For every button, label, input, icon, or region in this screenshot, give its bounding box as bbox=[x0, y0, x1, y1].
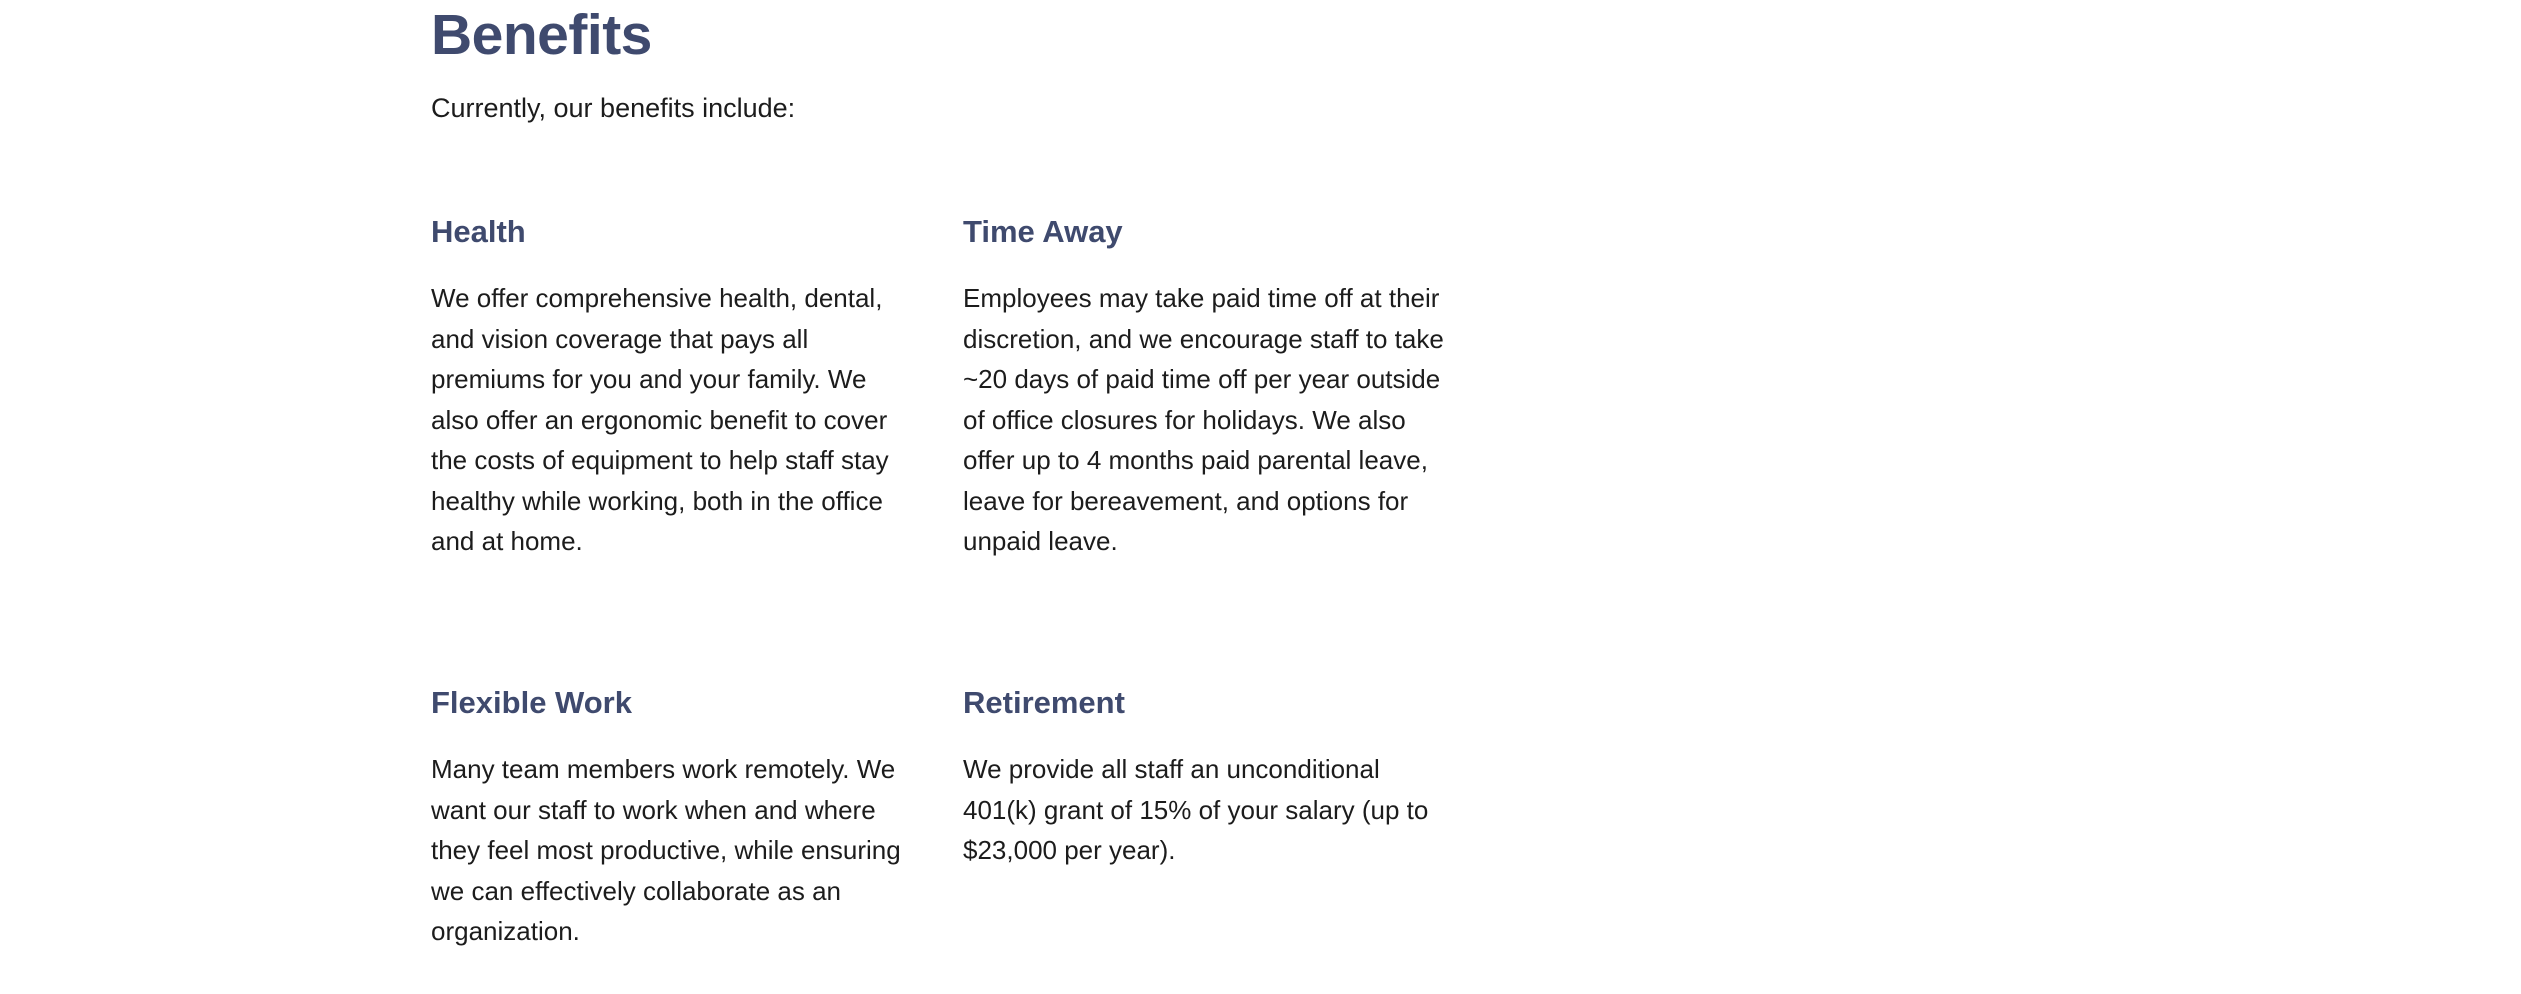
benefit-description: Many team members work remotely. We want our staff to work when and where they feel most productive, while ensuring we can effectively collaborate as an organization. bbox=[431, 754, 901, 946]
benefit-flexible-work bbox=[431, 685, 921, 952]
benefit-description: We offer comprehensive health, dental, and vision coverage that pays all premiums for you and your family. We also offer an ergonomic benefit to cover the costs of equipment to help staff stay healthy while working, both in the office and at home. bbox=[431, 283, 889, 556]
benefit-description: Employees may take paid time off at their discretion, and we encourage staff to take ~20 days of paid time off per year outside of office closures for holidays. We also offer up to 4 months paid parental leave, leave for bereavement, and options for unpaid leave. bbox=[963, 283, 1444, 556]
benefit-time-away bbox=[963, 214, 1453, 562]
page-title: Benefits bbox=[431, 3, 652, 67]
benefit-heading: Retirement bbox=[963, 685, 1125, 720]
benefit-retirement bbox=[963, 685, 1453, 871]
benefit-heading: Health bbox=[431, 214, 526, 249]
benefit-heading: Time Away bbox=[963, 214, 1123, 249]
intro-text: Currently, our benefits include: bbox=[431, 93, 796, 123]
benefit-heading: Flexible Work bbox=[431, 685, 632, 720]
benefit-description: We provide all staff an unconditional 401(k) grant of 15% of your salary (up to $23,000 per year). bbox=[963, 754, 1429, 865]
benefit-health bbox=[431, 214, 921, 562]
